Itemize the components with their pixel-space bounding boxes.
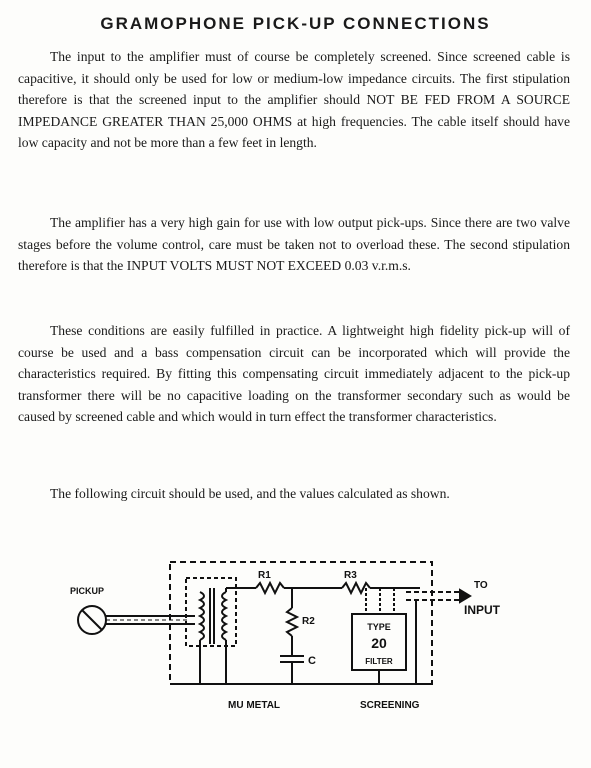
- r3-label: R3: [344, 570, 357, 581]
- paragraph-compensation: These conditions are easily fulfilled in practice. A lightweight high fidelity pick-up will of course be used and a bass compensation circuit can be incorporated which will provide the characteristics required. By fitting this compensating circuit immediately adjacent to the pick-up transformer there will be no capacitive loading on the transformer secondary such as would be caused by screened cable and which would in turn effect the transformer characteristics.: [18, 323, 570, 424]
- pickup-label: PICKUP: [70, 586, 105, 596]
- screening-label: SCREENING: [360, 700, 420, 711]
- paragraph-circuit-intro: The following circuit should be used, and the values calculated as shown.: [50, 486, 450, 501]
- paragraph-source-impedance: The input to the amplifier must of course be completely screened. Since screened cable is capacitive, it should only be used for low or medium-low impedance circuits. The first stipulation therefore is that the screened input to the amplifier should NOT BE FED FROM A SOURCE IMPEDANCE GREATER THAN 25,000 OHMS at high frequencies. The cable itself should have low capacity and not be more than a few feet in length.: [18, 49, 570, 150]
- mu-metal-label: MU METAL: [228, 700, 281, 711]
- r1-label: R1: [258, 570, 271, 581]
- resistor-r2: [287, 608, 297, 636]
- transformer-secondary: [222, 592, 226, 640]
- input-label: INPUT: [464, 603, 500, 617]
- paragraph-input-volts: The amplifier has a very high gain for use with low output pick-ups. Since there are two valve stages before the volume control, care must be taken not to overload these. The second stipulation therefore is that the INPUT VOLTS MUST NOT EXCEED 0.03 v.r.m.s.: [18, 215, 570, 273]
- transformer-primary: [200, 592, 204, 640]
- filter-number-label: 20: [371, 635, 387, 651]
- to-label: TO: [474, 580, 488, 591]
- r2-label: R2: [302, 616, 315, 627]
- resistor-r1: [256, 583, 284, 593]
- c-label: C: [308, 655, 316, 667]
- filter-label: FILTER: [365, 657, 393, 666]
- filter-type-label: TYPE: [367, 622, 391, 632]
- circuit-diagram: [60, 552, 540, 722]
- page-title: GRAMOPHONE PICK-UP CONNECTIONS: [100, 14, 491, 33]
